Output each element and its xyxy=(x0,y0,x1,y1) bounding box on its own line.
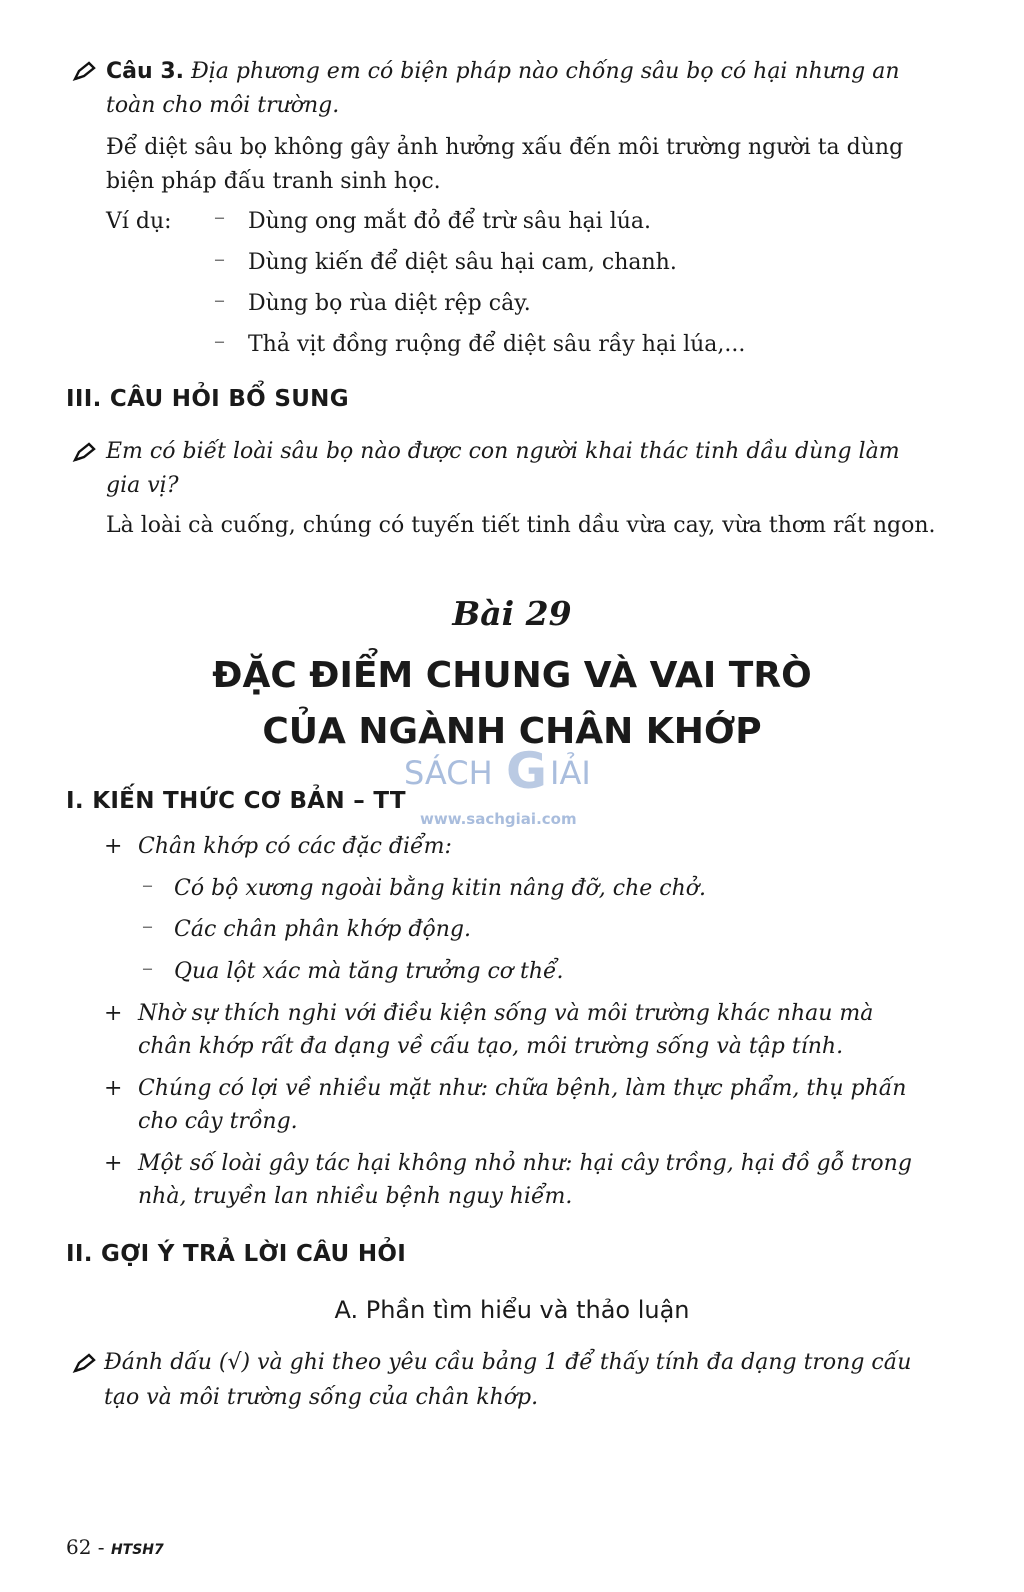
plus-icon: + xyxy=(104,1151,123,1176)
page-footer xyxy=(66,1535,164,1559)
watermark-brand-mid: G xyxy=(506,742,548,800)
section3-heading: III. CÂU HỎI BỔ SUNG xyxy=(66,386,349,412)
feature-item: Có bộ xương ngoài bằng kitin nâng đỡ, che chở. xyxy=(174,876,707,901)
watermark-logo xyxy=(402,732,612,832)
dash-icon: – xyxy=(142,914,153,939)
section1-heading: I. KIẾN THỨC CƠ BẢN – TT xyxy=(66,788,406,814)
dash-icon: – xyxy=(214,329,225,354)
page-number: 62 - xyxy=(66,1535,105,1559)
section3-question-line1: Em có biết loài sâu bọ nào được con người khai thác tinh dầu dùng làm xyxy=(106,439,900,464)
section1-bullet4-line1: Một số loài gây tác hại không nhỏ như: hại cây trồng, hại đồ gỗ trong xyxy=(138,1151,912,1176)
example-label: Ví dụ: xyxy=(106,209,172,234)
example-item: Dùng ong mắt đỏ để trừ sâu hại lúa. xyxy=(248,209,652,234)
section2-subheading: A. Phần tìm hiểu và thảo luận xyxy=(334,1296,690,1324)
dash-icon: – xyxy=(214,247,225,272)
dash-icon: – xyxy=(214,288,225,313)
watermark-brand-left: SÁCH xyxy=(404,754,493,792)
dash-icon: – xyxy=(142,956,153,981)
example-item: Thả vịt đồng ruộng để diệt sâu rầy hại lúa,... xyxy=(248,332,746,357)
example-item: Dùng bọ rùa diệt rệp cây. xyxy=(248,291,531,316)
feature-item: Các chân phân khớp động. xyxy=(174,917,471,942)
example-item: Dùng kiến để diệt sâu hại cam, chanh. xyxy=(248,250,677,275)
section1-bullet2-line2: chân khớp rất đa dạng về cấu tạo, môi trường sống và tập tính. xyxy=(138,1034,844,1059)
watermark-brand-right: IẢI xyxy=(550,754,591,792)
section1-bullet3-line1: Chúng có lợi về nhiều mặt như: chữa bệnh, làm thực phẩm, thụ phấn xyxy=(138,1076,907,1101)
dash-icon: – xyxy=(142,873,153,898)
plus-icon: + xyxy=(104,1076,123,1101)
section2-question-line2: tạo và môi trường sống của chân khớp. xyxy=(104,1385,539,1410)
lesson-title-line1: ĐẶC ĐIỂM CHUNG VÀ VAI TRÒ xyxy=(212,655,812,696)
q3-answer-line2: biện pháp đấu tranh sinh học. xyxy=(106,169,441,194)
feature-item: Qua lột xác mà tăng trưởng cơ thể. xyxy=(174,959,564,984)
section3-answer: Là loài cà cuống, chúng có tuyến tiết tinh dầu vừa cay, vừa thơm rất ngon. xyxy=(106,513,936,538)
section1-bullet2-line1: Nhờ sự thích nghi với điều kiện sống và môi trường khác nhau mà xyxy=(138,1001,874,1026)
q3-question-line2: toàn cho môi trường. xyxy=(106,93,340,118)
plus-icon: + xyxy=(104,1001,123,1026)
section2-heading: II. GỢI Ý TRẢ LỜI CÂU HỎI xyxy=(66,1241,407,1267)
pencil-icon xyxy=(72,441,98,463)
section3-question-line2: gia vị? xyxy=(106,473,179,498)
q3-question-line1: Địa phương em có biện pháp nào chống sâu bọ có hại nhưng an xyxy=(190,59,900,84)
pencil-icon xyxy=(72,60,98,82)
section1-bullet3-line2: cho cây trồng. xyxy=(138,1109,298,1134)
plus-icon: + xyxy=(104,834,123,859)
watermark-url: www.sachgiai.com xyxy=(420,810,577,828)
q3-question xyxy=(106,55,966,89)
book-code: HTSH7 xyxy=(110,1542,164,1558)
q3-answer-line1: Để diệt sâu bọ không gây ảnh hưởng xấu đến môi trường người ta dùng xyxy=(106,135,904,160)
section1-bullet4-line2: nhà, truyền lan nhiều bệnh nguy hiểm. xyxy=(138,1184,573,1209)
lesson-title-line2: CỦA NGÀNH CHÂN KHỚP xyxy=(262,711,762,752)
section1-bullet1: Chân khớp có các đặc điểm: xyxy=(138,834,452,859)
pencil-icon xyxy=(72,1352,98,1374)
lesson-number: Bài 29 xyxy=(452,594,572,633)
q3-label: Câu 3. xyxy=(106,59,184,84)
dash-icon: – xyxy=(214,205,225,230)
section2-question-line1: Đánh dấu (√) và ghi theo yêu cầu bảng 1 để thấy tính đa dạng trong cấu xyxy=(104,1350,912,1375)
